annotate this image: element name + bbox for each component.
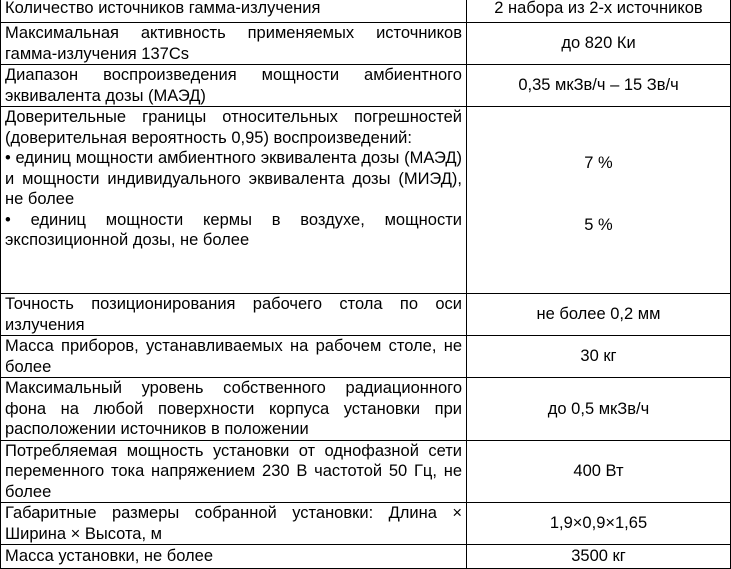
param-item: • единиц мощности амбиентного эквивалента дозы (МАЭД) и мощности индивидуального эквивалента дозы (МИЭД), не более: [5, 149, 462, 208]
value-cell: 30 кг: [467, 336, 731, 378]
table-row: [1, 65, 731, 107]
value-cell: до 820 Ки: [467, 23, 731, 65]
param-cell: Диапазон воспроизведения мощности амбиентного эквивалента дозы (МАЭД): [1, 65, 467, 107]
param-cell: Максимальная активность применяемых источников гамма-излучения 137Cs: [1, 23, 467, 65]
value-item: 7 %: [584, 154, 613, 172]
value-cell: [467, 107, 731, 294]
table-row: [1, 23, 731, 65]
param-intro: Доверительные границы относительных погрешностей (доверительная вероятность 0,95) воспроизведений:: [5, 108, 462, 147]
param-cell: Масса установки, не более: [1, 545, 467, 569]
value-cell: до 0,5 мкЗв/ч: [467, 378, 731, 441]
value-cell: 2 набора из 2-х источников: [467, 0, 731, 23]
param-cell: [1, 107, 467, 294]
table-row: [1, 440, 731, 503]
value-item: 5 %: [584, 215, 613, 234]
param-item: • единиц мощности кермы в воздухе, мощности экспозиционной дозы, не более: [5, 210, 462, 249]
table-row: [1, 378, 731, 441]
param-cell: Количество источников гамма-излучения: [1, 0, 467, 23]
value-cell: 1,9×0,9×1,65: [467, 503, 731, 545]
param-cell: Потребляемая мощность установки от однофазной сети переменного тока напряжением 230 В частотой 50 Гц, не более: [1, 440, 467, 503]
table-row: [1, 336, 731, 378]
table-row: [1, 294, 731, 336]
value-cell: 0,35 мкЗв/ч – 15 Зв/ч: [467, 65, 731, 107]
param-cell: Масса приборов, устанавливаемых на рабочем столе, не более: [1, 336, 467, 378]
param-cell: Точность позиционирования рабочего стола по оси излучения: [1, 294, 467, 336]
param-cell: Максимальный уровень собственного радиационного фона на любой поверхности корпуса установки при расположении источников в положении: [1, 378, 467, 441]
table-row: [1, 107, 731, 294]
table-row: [1, 503, 731, 545]
value-cell: не более 0,2 мм: [467, 294, 731, 336]
table-row: [1, 0, 731, 23]
param-cell: Габаритные размеры собранной установки: Длина × Ширина × Высота, м: [1, 503, 467, 545]
value-cell: 3500 кг: [467, 545, 731, 569]
value-cell: 400 Вт: [467, 440, 731, 503]
